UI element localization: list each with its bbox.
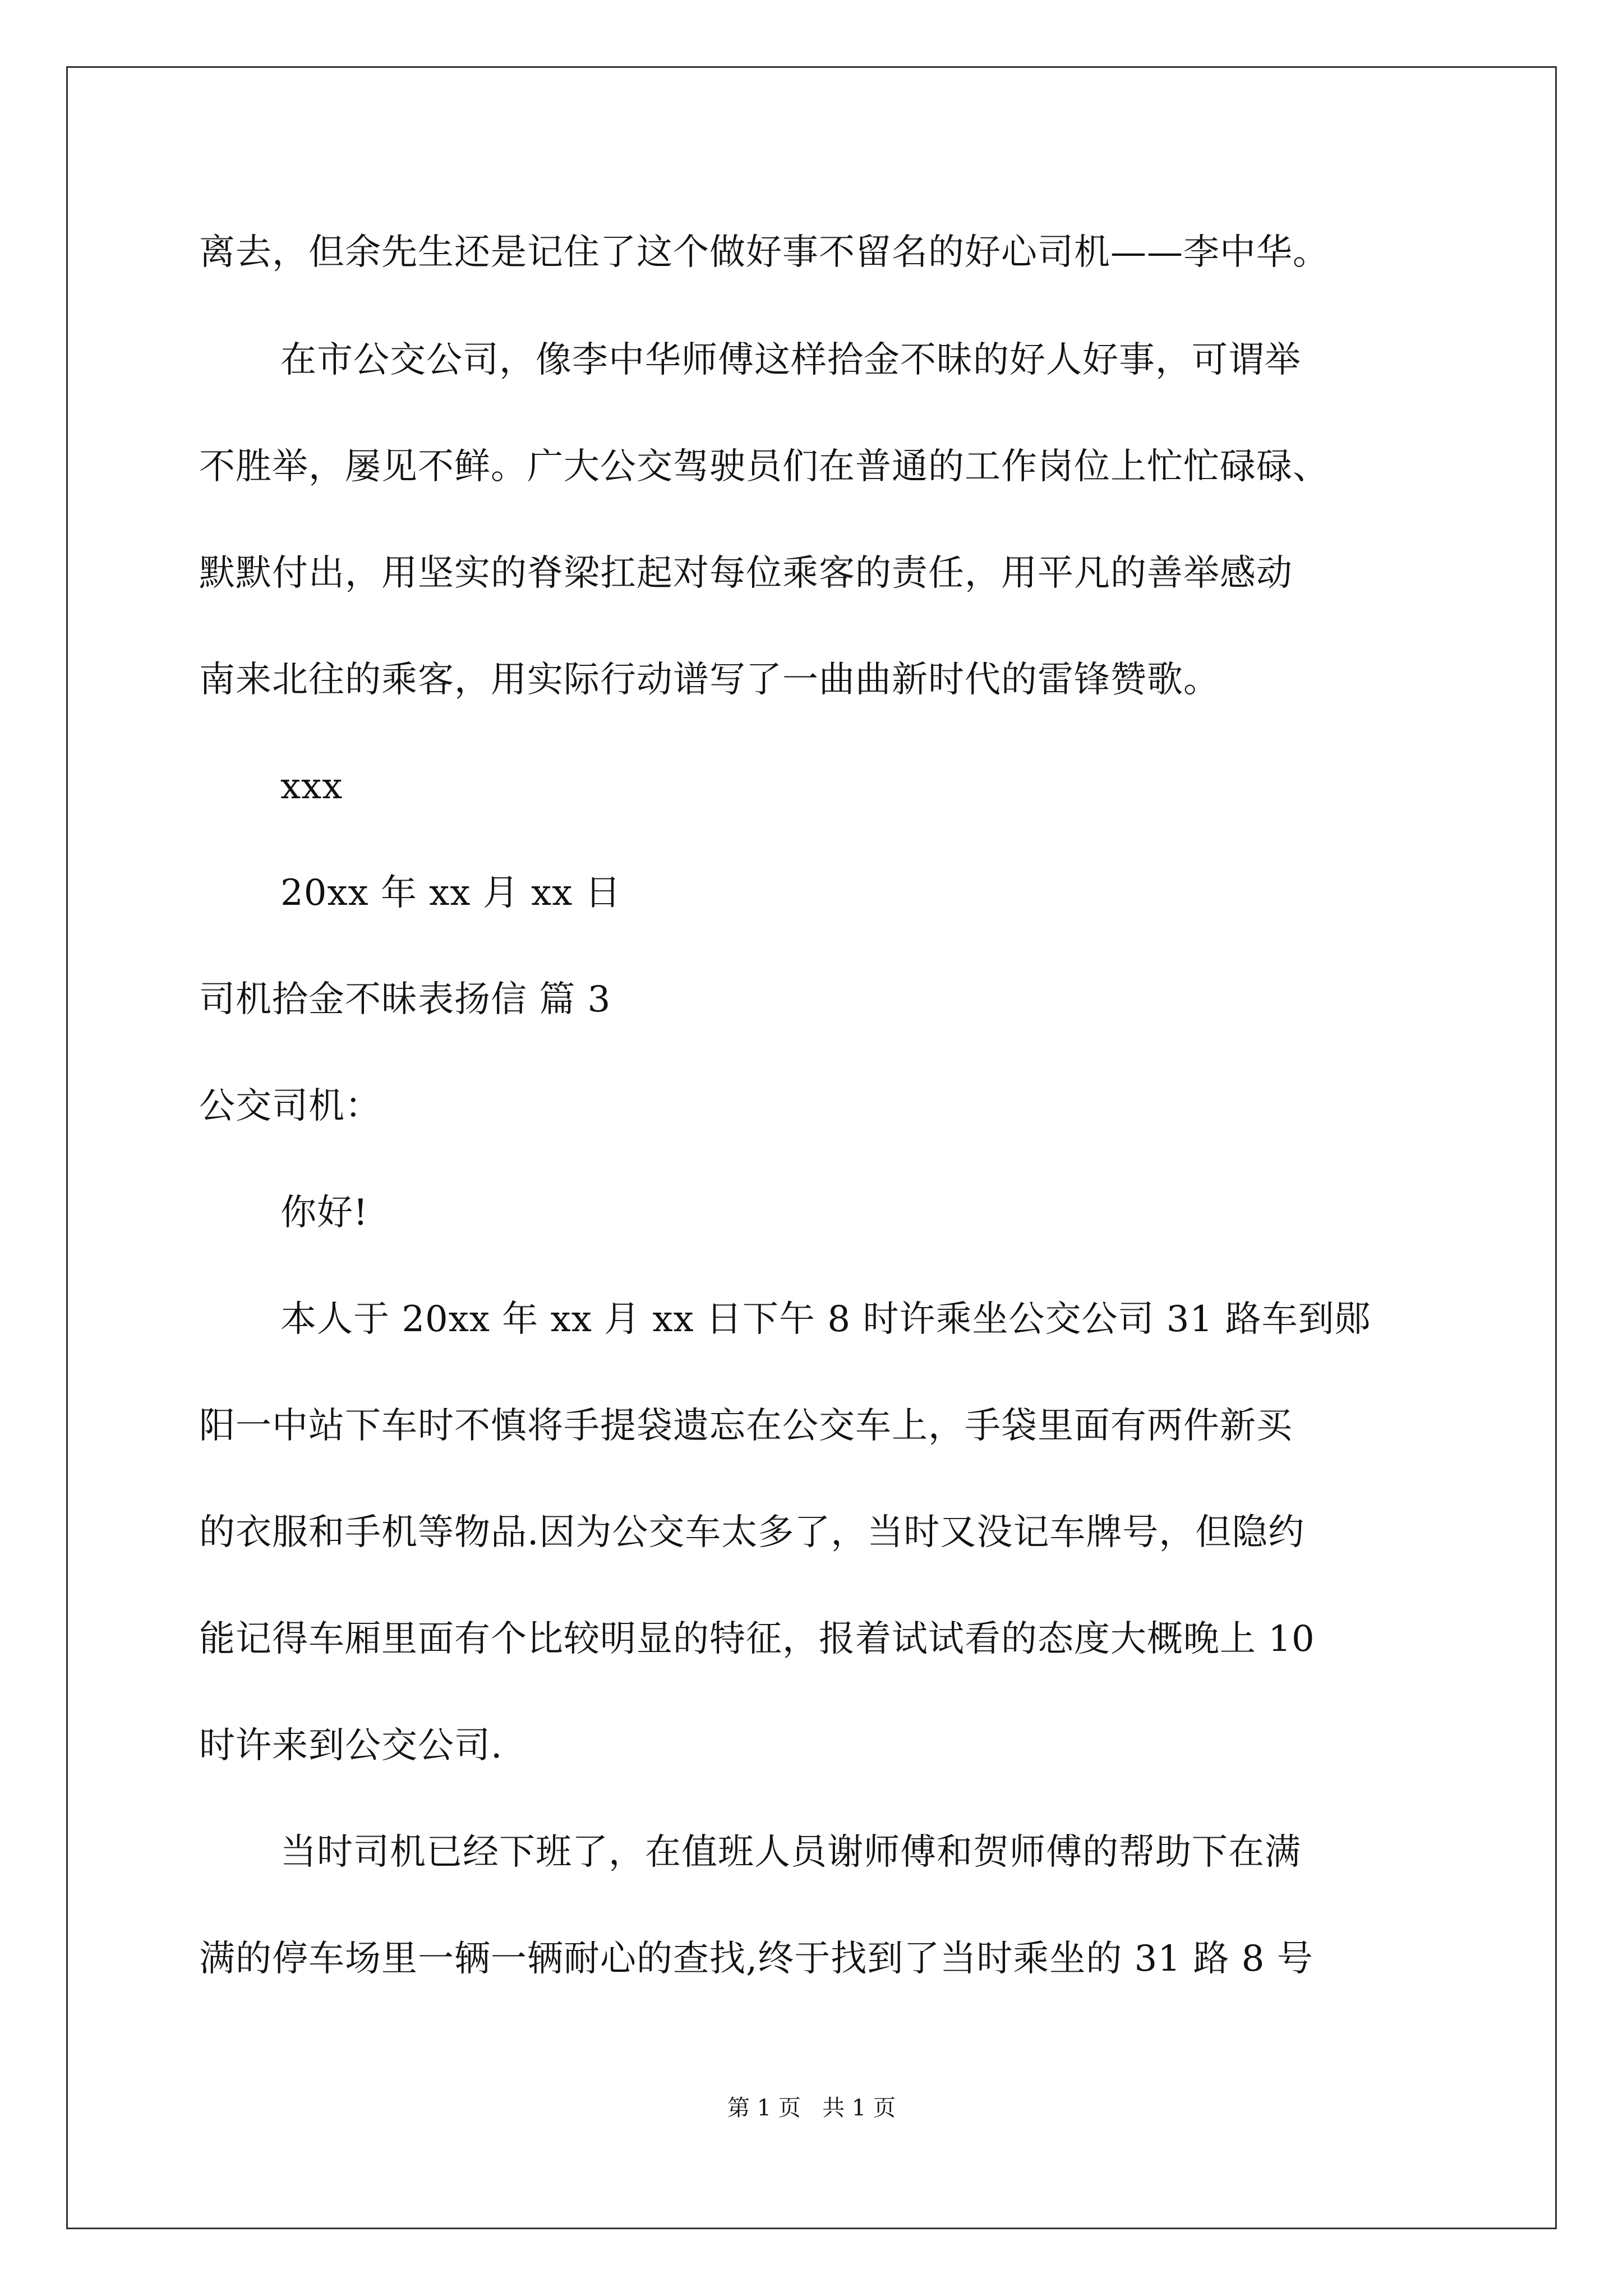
text-line: 满的停车场里一辆一辆耐心的查找,终于找到了当时乘坐的 31 路 8 号 [199,1938,1313,1980]
text-line: 能记得车厢里面有个比较明显的特征，报着试试看的态度大概晚上 10 [199,1618,1315,1660]
text-line: 默默付出，用坚实的脊梁扛起对每位乘客的责任，用平凡的善举感动 [199,553,1293,594]
signature-date: 20xx 年 xx 月 xx 日 [280,872,621,914]
text-line: 时许来到公交公司. [199,1725,503,1766]
page-footer: 第 1 页 共 1 页 [727,2095,896,2121]
text-line: 的衣服和手机等物品.因为公交车太多了，当时又没记车牌号，但隐约 [199,1512,1305,1553]
text-line: 南来北往的乘客，用实际行动谱写了一曲曲新时代的雷锋赞歌。 [199,659,1220,701]
page-frame [66,66,1557,2229]
greeting: 你好! [280,1192,368,1234]
text-line: 离去，但余先生还是记住了这个做好事不留名的好心司机——李中华。 [199,232,1329,273]
text-line: 当时司机已经下班了，在值班人员谢师傅和贺师傅的帮助下在满 [280,1832,1301,1873]
text-line: 阳一中站下车时不慎将手提袋遗忘在公交车上，手袋里面有两件新买 [199,1405,1293,1447]
salutation: 公交司机： [199,1085,381,1127]
signature-name: xxx [280,766,343,807]
section-heading: 司机拾金不昧表扬信 篇 3 [199,979,611,1020]
text-line: 不胜举，屡见不鲜。广大公交驾驶员们在普通的工作岗位上忙忙碌碌、 [199,446,1329,487]
text-line: 本人于 20xx 年 xx 月 xx 日下午 8 时许乘坐公交公司 31 路车到郧 [280,1299,1371,1340]
text-line: 在市公交公司，像李中华师傅这样拾金不昧的好人好事，可谓举 [280,339,1301,381]
